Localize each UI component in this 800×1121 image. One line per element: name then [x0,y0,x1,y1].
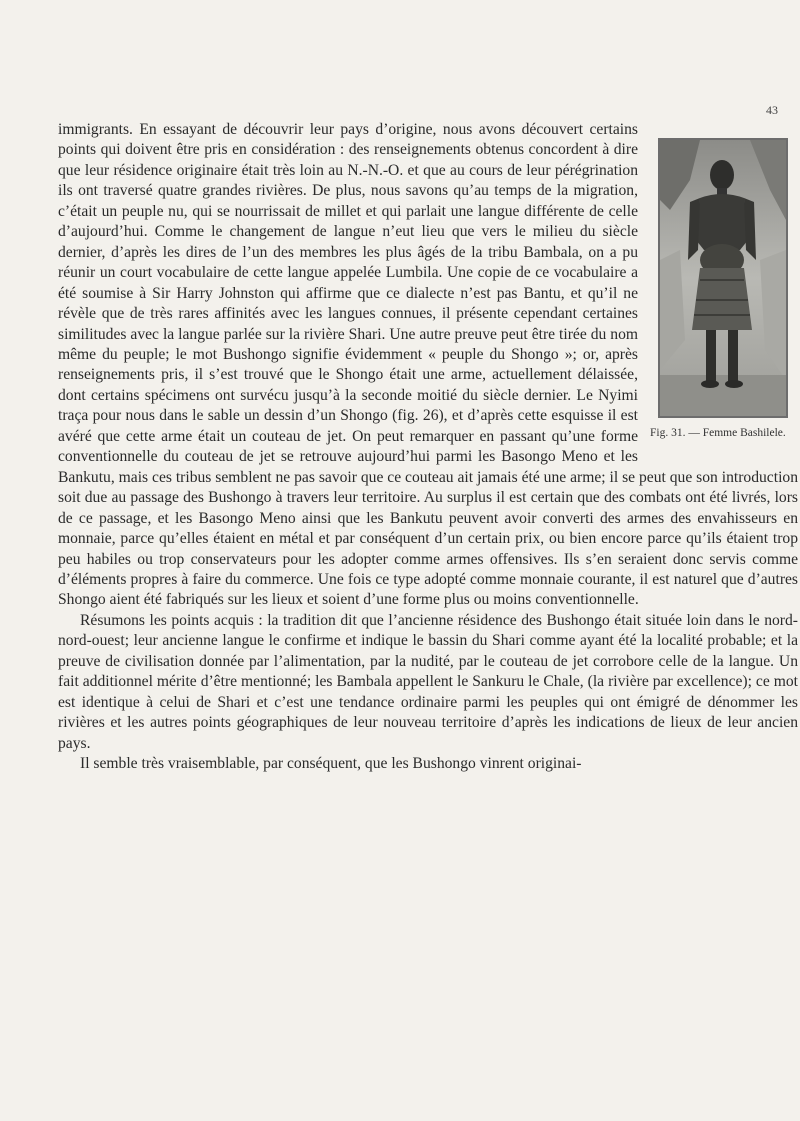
paragraph-2: Résumons les points acquis : la tradition dit que l’ancienne résidence des Bushongo était située loin dans le nord-nord-ouest; leur ancienne langue le confirme et indique le bassin du Shari comme ayant été la localité probable; et la preuve de civilisation donnée par l’alimentation, par la nudité, par le couteau de jet corrobore celle de la langue. Un fait additionnel mérite d’être mentionné; les Bambala appellent le Sankuru le Chale, (la rivière par excellence); ce mot est identique à celui de Shari et c’est une tendance ordinaire parmi les peuples qui ont émigré de dénommer les rivières et les autres points géographiques de leur nouveau territoire d’après les indications de lieux de leur ancien pays. [58,611,798,752]
body-text [58,120,798,775]
paragraph-1: immigrants. En essayant de découvrir leur pays d’origine, nous avons découvert certains points qui doivent être pris en considération : des renseignements obtenus concordent à dire que leur résidence originaire était très loin au N.-N.-O. et que au cours de leur pérégrination ils ont traversé quatre grandes rivières. De plus, nous savons qu’au temps de la migration, c’était un peuple nu, qui se nourrissait de millet et qui parlait une langue différente de celle d’aujourd’hui. Comme le changement de langue n’eut lieu que vers le milieu du siècle dernier, d’après les dires de l’un des membres les plus âgés de la tribu Bambala, on a pu réunir un court vocabulaire de cette langue appelée Lumbila. Une copie de ce vocabulaire a été soumise à Sir Harry Johnston qui affirme que ce dialecte n’est pas Bantu, et qu’il ne révèle que de très rares affinités avec les langues connues, il présente cependant certaines similitudes avec la langue parlée sur la rivière Shari. Une autre preuve peut être tirée du nom même du peuple; le mot Bushongo signifie évidemment « peuple du Shongo »; or, après renseignements pris, il s’est trouvé que le Shongo était une arme, actuellement délaissée, dont certains spécimens ont survécu jusqu’à la seconde moitié du siècle dernier. Le Nyimi traça pour nous dans le sable un dessin d’un Shongo (fig. 26), et d’après cette esquisse il est avéré que cette arme était un couteau de jet. On peut remarquer en passant qu’une forme conventionnelle du couteau de jet se retrouve aujourd’hui parmi les Basongo Meno et les Bankutu, mais ces tribus semblent ne pas savoir que ce couteau ait jamais été une arme; il se peut que son introduction soit due au passage des Bushongo à travers leur territoire. Au surplus il est certain que des combats ont été livrés, lors de ce passage, et les Basongo Meno ainsi que les Bankutu peuvent avoir converti des armes des envahisseurs en monnaie, parce qu’elles étaient en métal et par conséquent d’un certain prix, ou bien encore parce qu’ils étaient trop peu habiles ou trop conservateurs pour les adopter comme armes offensives. Ils s’en seraient donc servis comme d’éléments propres à faire du commerce. Une fois ce type adopté comme monnaie courante, il est naturel que d’autres Shongo aient été fabriqués sur les lieux et soient d’une forme plus ou moins conventionnelle. [58,121,798,609]
photograph-bashilele-woman [658,138,788,418]
figure-caption: Fig. 31. — Femme Bashilele. [650,427,786,439]
paragraph-3: Il semble très vraisemblable, par conséquent, que les Bushongo vinrent originai- [80,755,582,773]
page-number: 43 [766,103,778,117]
figure-31 [650,138,800,452]
